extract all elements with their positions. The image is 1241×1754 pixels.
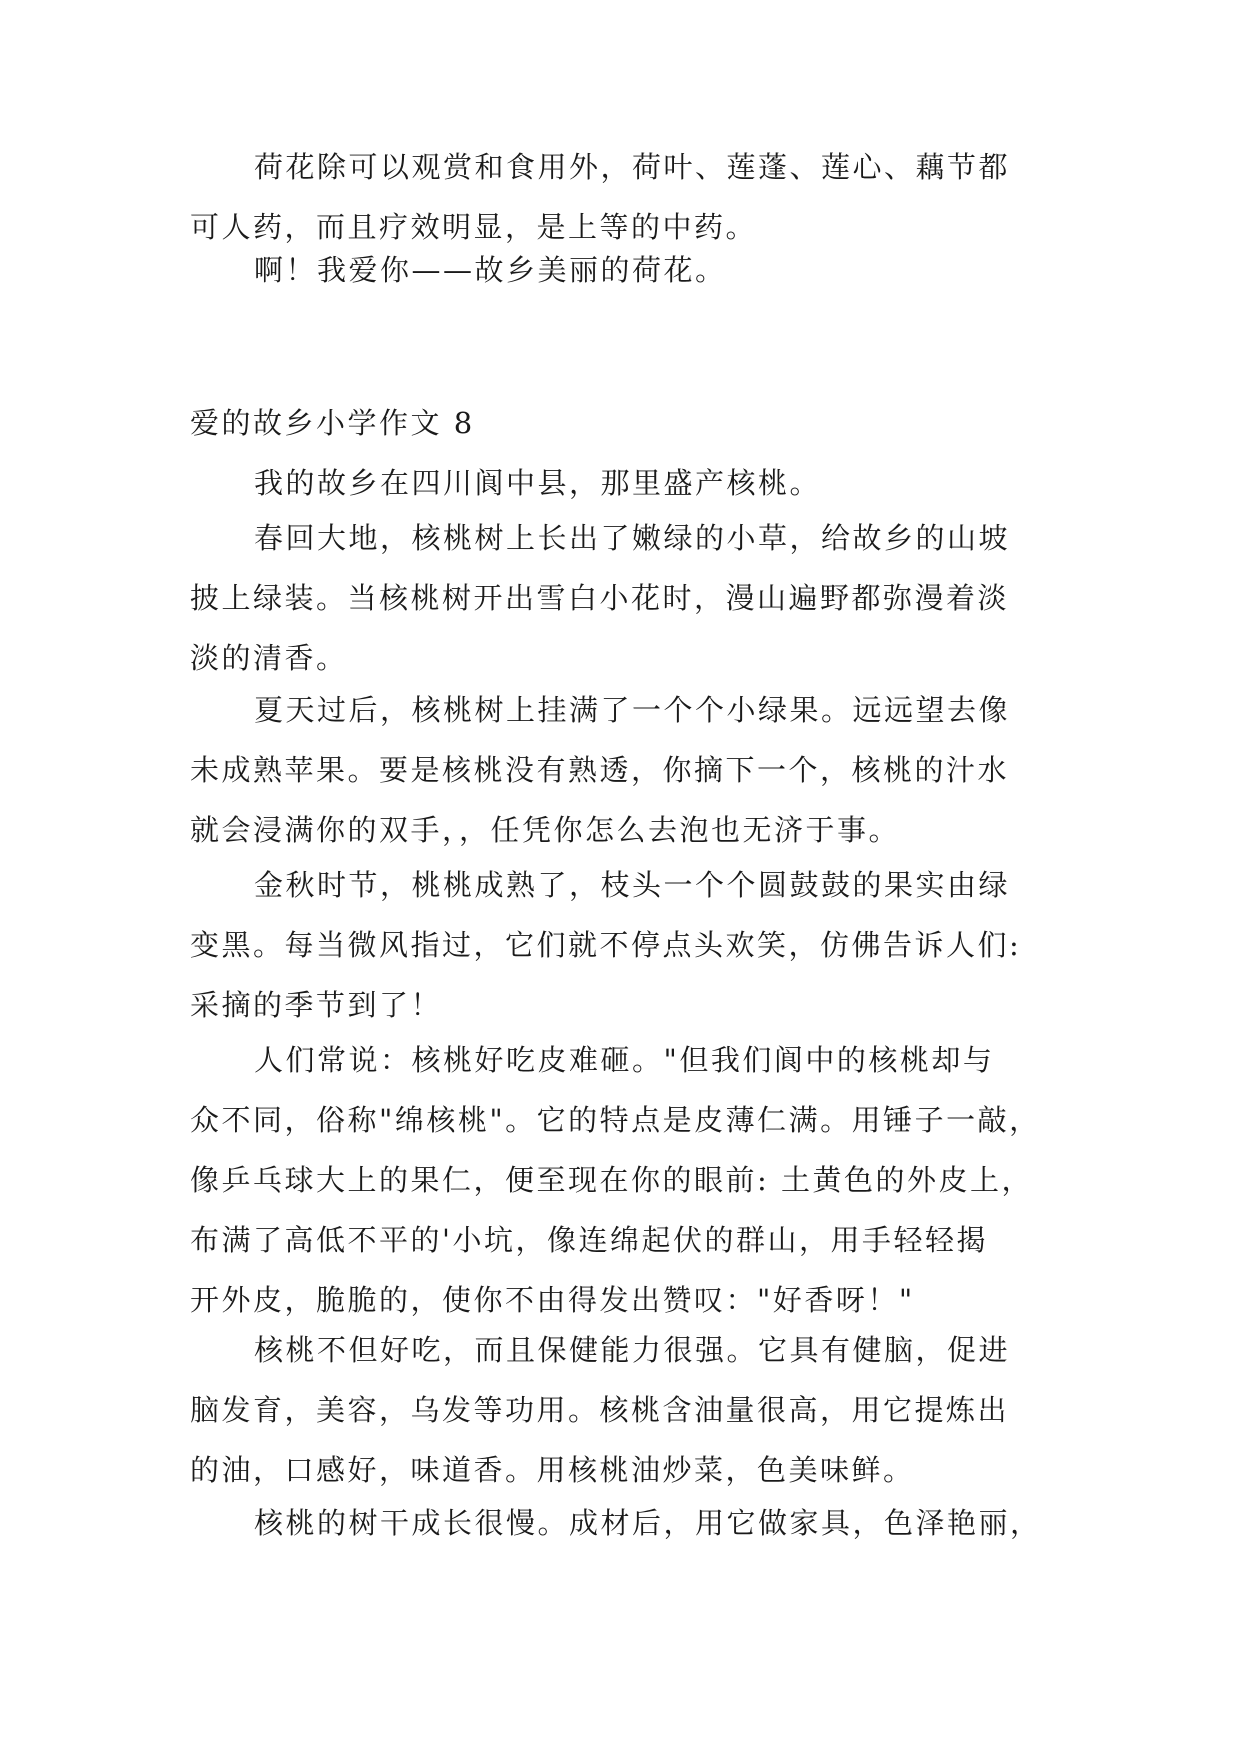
paragraph xyxy=(190,855,1060,1035)
text-line: 金秋时节，桃桃成熟了，枝头一个个圆鼓鼓的果实由绿 xyxy=(254,868,1011,902)
text-line: 夏天过后，核桃树上挂满了一个个小绿果。远远望去像 xyxy=(254,693,1011,727)
text-line: 就会浸满你的双手，，任凭你怎么去泡也无济于事。 xyxy=(190,813,901,847)
text-line: 核桃的树干成长很慢。成材后，用它做家具，色泽艳丽， xyxy=(254,1506,1042,1540)
paragraph xyxy=(190,240,1060,300)
text-line: 开外皮，脆脆的，使你不由得发出赞叹："好香呀！" xyxy=(190,1283,915,1317)
text-line: 荷花除可以观赏和食用外，荷叶、莲蓬、莲心、藕节都 xyxy=(254,150,1011,184)
text-line: 可人药，而且疗效明显，是上等的中药。 xyxy=(190,210,758,244)
text-line: 脑发育，美容，乌发等功用。核桃含油量很高，用它提炼出 xyxy=(190,1393,1010,1427)
text-line: 采摘的季节到了！ xyxy=(190,988,443,1022)
text-line: 未成熟苹果。要是核桃没有熟透，你摘下一个，核桃的汁水 xyxy=(190,753,1010,787)
text-line: 披上绿装。当核桃树开出雪白小花时，漫山遍野都弥漫着淡 xyxy=(190,581,1010,615)
text-line: 啊！我爱你——故乡美丽的荷花。 xyxy=(254,253,727,287)
text-line: 春回大地，核桃树上长出了嫩绿的小草，给故乡的山坡 xyxy=(254,521,1011,555)
text-line: 淡的清香。 xyxy=(190,641,348,675)
text-line: 我的故乡在四川阆中县，那里盛产核桃。 xyxy=(254,466,822,500)
paragraph xyxy=(190,1493,1060,1553)
text-line: 布满了高低不平的'小坑，像连绵起伏的群山，用手轻轻揭 xyxy=(190,1223,988,1257)
text-line: 众不同，俗称"绵核桃"。它的特点是皮薄仁满。用锤子一敲， xyxy=(190,1103,1041,1137)
text-line: 变黑。每当微风指过，它们就不停点头欢笑，仿佛告诉人们: xyxy=(190,928,1022,962)
text-line: 人们常说：核桃好吃皮难砸。"但我们阆中的核桃却与 xyxy=(254,1043,995,1077)
paragraph xyxy=(190,1030,1060,1330)
paragraph xyxy=(190,680,1060,860)
paragraph xyxy=(190,508,1060,688)
text-line: 的油，口感好，味道香。用核桃油炒菜，色美味鲜。 xyxy=(190,1453,915,1487)
text-line: 像乒乓球大上的果仁，便至现在你的眼前: 土黄色的外皮上， xyxy=(190,1163,1033,1197)
section-title: 爱的故乡小学作文 8 xyxy=(190,406,475,440)
paragraph xyxy=(190,137,1060,257)
paragraph xyxy=(190,1320,1060,1500)
paragraph xyxy=(190,453,1060,513)
text-line: 核桃不但好吃，而且保健能力很强。它具有健脑，促进 xyxy=(254,1333,1011,1367)
